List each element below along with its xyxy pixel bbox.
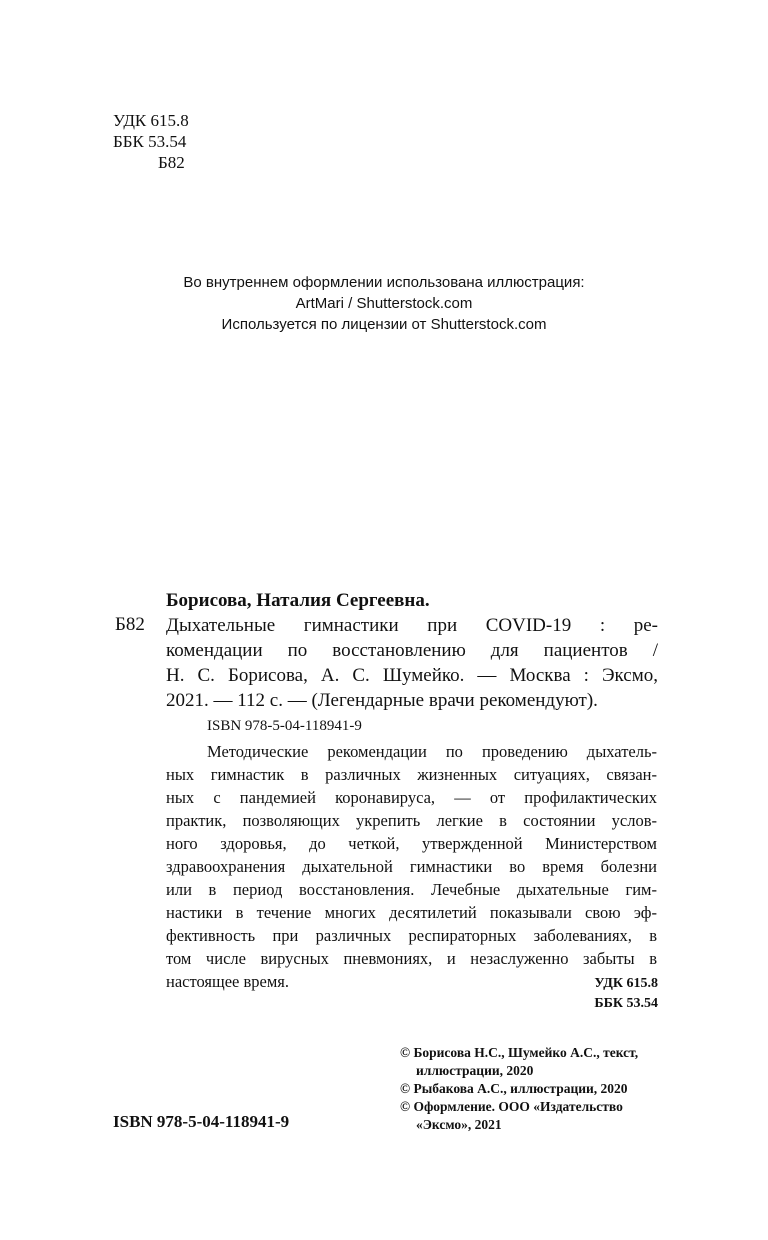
annotation-line: здравоохранения дыхательной гимнастики во время болезни (166, 857, 657, 876)
annotation-line: практик, позволяющих укрепить легкие в состоянии услов- (166, 811, 657, 830)
annotation-line: настики в течение многих десятилетий показывали свою эф- (166, 903, 657, 922)
udk-code: УДК 615.8 (113, 111, 189, 130)
bib-line: Дыхательные гимнастики при COVID-19 : ре- (166, 615, 658, 636)
bib-line: 2021. — 112 с. — (Легендарные врачи рекомендуют). (166, 690, 598, 711)
annotation-line: или в период восстановления. Лечебные дыхательные гим- (166, 880, 657, 899)
annotation-line: ного здоровья, до четкой, утвержденной Министерством (166, 834, 657, 853)
illustration-credit (0, 272, 768, 335)
annotation (166, 740, 657, 993)
copyright-line: © Оформление. ООО «Издательство (400, 1099, 623, 1114)
annotation-line: ных гимнастик в различных жизненных ситуациях, связан- (166, 765, 657, 784)
annotation-bbk: ББК 53.54 (594, 996, 658, 1011)
annotation-codes (594, 974, 658, 1014)
catalog-isbn: ISBN 978-5-04-118941-9 (207, 718, 362, 734)
catalog-author-mark: Б82 (115, 614, 145, 635)
bib-line: Н. С. Борисова, А. С. Шумейко. — Москва : Эксмо, (166, 665, 658, 686)
illustration-credit-line: Во внутреннем оформлении использована иллюстрация: (183, 274, 585, 291)
illustration-credit-line: ArtMari / Shutterstock.com (295, 295, 473, 312)
copyright-line: «Эксмо», 2021 (416, 1117, 502, 1132)
copyright-line: иллюстрации, 2020 (416, 1063, 534, 1078)
footer-isbn: ISBN 978-5-04-118941-9 (113, 1112, 290, 1131)
annotation-line: Методические рекомендации по проведению дыхатель- (207, 742, 657, 761)
annotation-line: настоящее время. (166, 972, 289, 991)
bib-line: комендации по восстановлению для пациентов / (166, 640, 658, 661)
annotation-udk: УДК 615.8 (594, 976, 658, 991)
author-mark: Б82 (158, 153, 185, 172)
bibliographic-description (166, 613, 658, 713)
author-heading: Борисова, Наталия Сергеевна. (166, 590, 430, 611)
annotation-line: ных с пандемией коронавируса, — от профилактических (166, 788, 657, 807)
copyright-line: © Борисова Н.С., Шумейко А.С., текст, (400, 1045, 639, 1060)
copyright-block (400, 1044, 660, 1134)
classification-codes (113, 110, 189, 173)
bbk-code: ББК 53.54 (113, 132, 187, 151)
annotation-line: фективность при различных респираторных заболеваниях, в (166, 926, 657, 945)
copyright-line: © Рыбакова А.С., иллюстрации, 2020 (400, 1081, 628, 1096)
illustration-credit-line: Используется по лицензии от Shutterstock.com (221, 316, 547, 333)
annotation-line: том числе вирусных пневмониях, и незаслуженно забыты в (166, 949, 657, 968)
